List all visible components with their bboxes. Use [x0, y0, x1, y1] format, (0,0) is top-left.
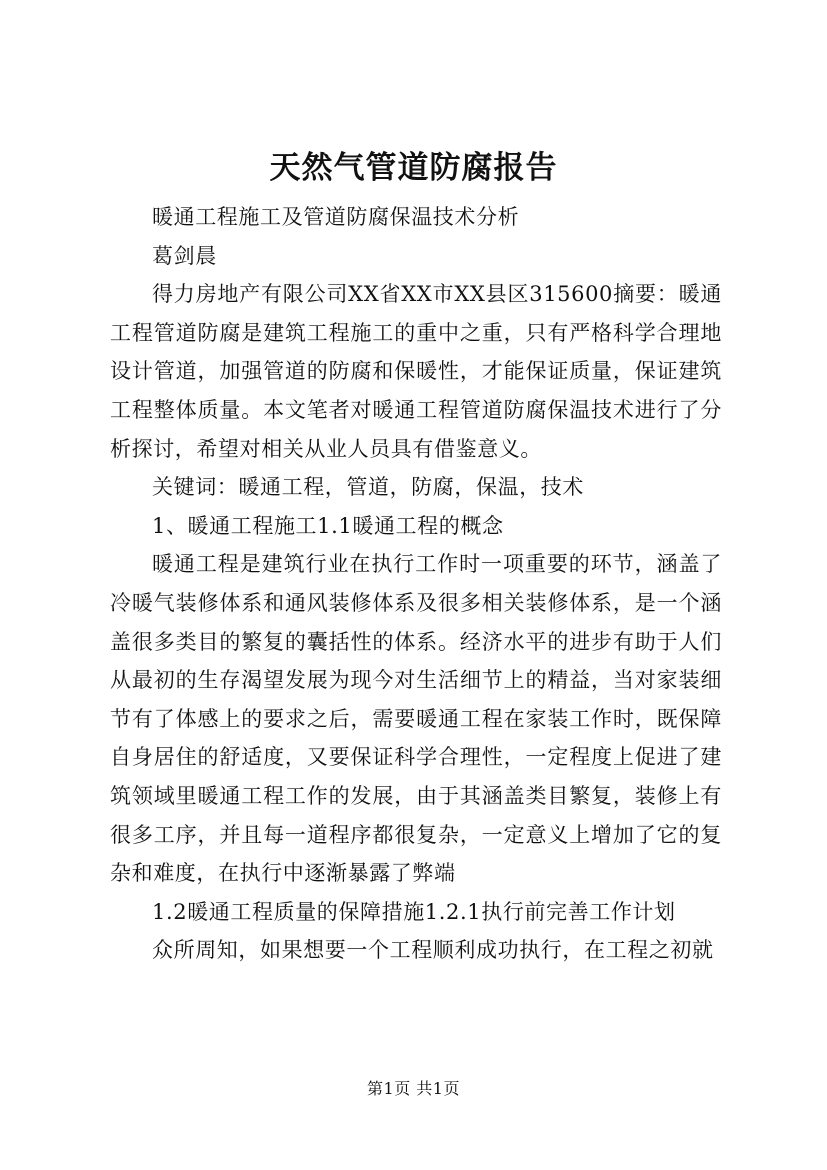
paragraph-concept: 暖通工程是建筑行业在执行工作时一项重要的环节，涵盖了冷暖气装修体系和通风装修体系及很多相关装修体系，是一个涵盖很多类目的繁复的囊括性的体系。经济水平的进步有助于人们从最初的生存渴望发展为现今对生活细节上的精益，当对家装细节有了体感上的要求之后，需要暖通工程在家装工作时，既保障自身居住的舒适度，又要保证科学合理性，一定程度上促进了建筑领域里暖通工程工作的发展，由于其涵盖类目繁复，装修上有很多工序，并且每一道程序都很复杂，一定意义上增加了它的复杂和难度，在执行中逐渐暴露了弊端 — [110, 552, 722, 886]
paragraph-keywords: 关键词：暖通工程，管道，防腐，保温，技术 — [152, 475, 584, 500]
page-footer: 第1页 共1页 — [367, 1079, 460, 1098]
paragraph-author: 葛剑晨 — [152, 243, 217, 268]
paragraph-subtitle: 暖通工程施工及管道防腐保温技术分析 — [152, 205, 520, 229]
paragraph-body-continued: 众所周知，如果想要一个工程顺利成功执行，在工程之初就 — [152, 938, 714, 963]
document-title: 天然气管道防腐报告 — [269, 150, 558, 186]
paragraph-section-heading: 1、暖通工程施工1.1暖通工程的概念 — [152, 513, 504, 538]
document-body — [110, 198, 722, 970]
paragraph-abstract: 得力房地产有限公司XX省XX市XX县区315600摘要：暖通工程管道防腐是建筑工程施工的重中之重，只有严格科学合理地设计管道，加强管道的防腐和保暖性，才能保证质量，保证建筑工程整体质量。本文笔者对暖通工程管道防腐保温技术进行了分析探讨，希望对相关从业人员具有借鉴意义。 — [110, 282, 722, 461]
paragraph-subsection-heading: 1.2暖通工程质量的保障措施1.2.1执行前完善工作计划 — [152, 899, 676, 924]
